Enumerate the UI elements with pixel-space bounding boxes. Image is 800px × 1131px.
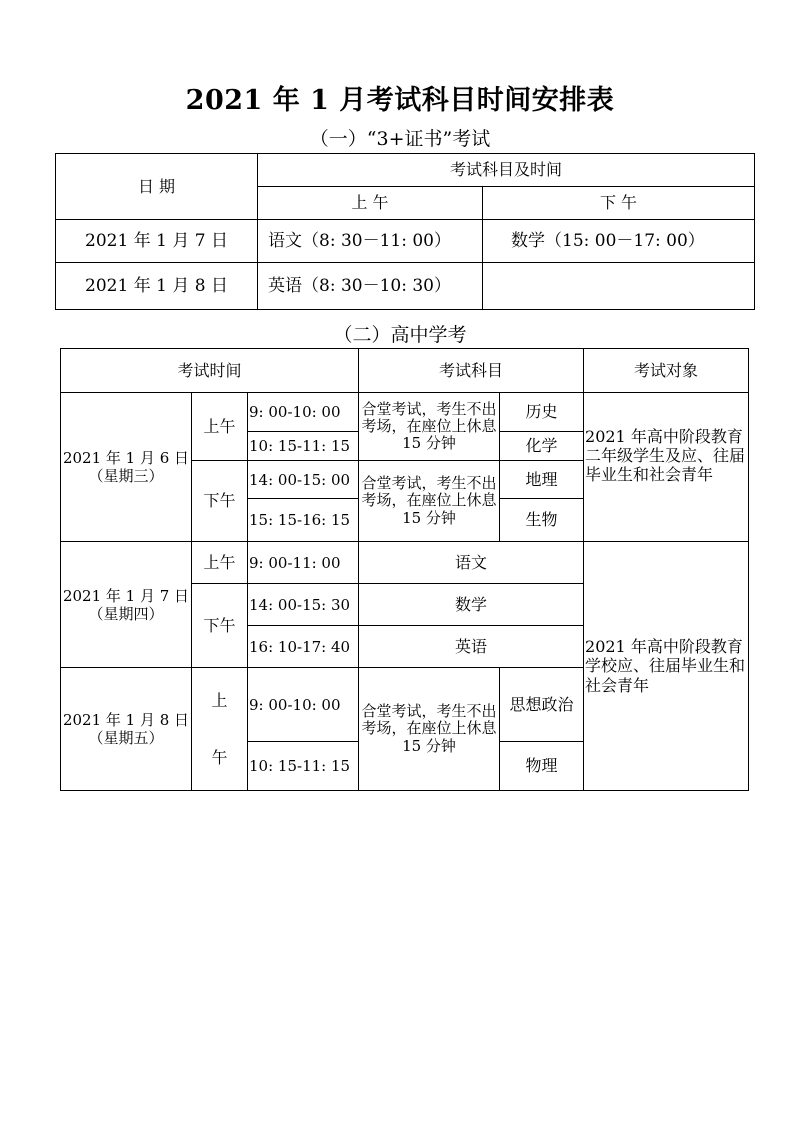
exam-time: 10: 15-11: 15: [248, 742, 359, 791]
break-note: 合堂考试，考生不出考场，在座位上休息 15 分钟: [359, 393, 500, 461]
exam-subject: 生物: [500, 499, 584, 542]
exam-subject: 历史: [500, 393, 584, 432]
am-exam: 语文（8: 30－11: 00）: [258, 220, 483, 263]
pm-exam: 数学（15: 00－17: 00）: [483, 220, 755, 263]
table-row: [56, 263, 755, 310]
exam-subject: 英语: [359, 626, 584, 668]
break-note: 合堂考试，考生不出考场，在座位上休息 15 分钟: [359, 461, 500, 542]
exam-subject: 物理: [500, 742, 584, 791]
table-row: [61, 393, 749, 432]
exam-time: 9: 00-11: 00: [248, 542, 359, 584]
academic-exam-table: [60, 348, 749, 791]
exam-time: 14: 00-15: 30: [248, 584, 359, 626]
day3-date-text: 2021 年 1 月 8 日: [62, 711, 190, 729]
exam-time: 9: 00-10: 00: [248, 668, 359, 742]
day3-am-top: 上: [211, 690, 228, 710]
day3-am-bottom: 午: [211, 748, 228, 767]
am-header: 上 午: [258, 187, 483, 220]
day2-date-text: 2021 年 1 月 7 日: [62, 586, 190, 605]
day1-weekday: （星期三）: [88, 467, 164, 485]
day1-am-label: 上午: [192, 393, 248, 461]
time-header: 考试时间: [61, 349, 359, 393]
exam-time: 9: 00-10: 00: [248, 393, 359, 432]
exam-subject: 数学: [359, 584, 584, 626]
subjects-header: 考试科目及时间: [258, 154, 755, 187]
exam-time: 10: 15-11: 15: [248, 432, 359, 461]
day2-pm-label: 下午: [192, 584, 248, 668]
pm-header: 下 午: [483, 187, 755, 220]
break-note: 合堂考试，考生不出考场，在座位上休息 15 分钟: [359, 668, 500, 791]
exam-subject: 思想政治: [500, 668, 584, 742]
day2-weekday: （星期四）: [88, 604, 164, 623]
day2-date: [61, 542, 192, 668]
day3-weekday: （星期五）: [88, 729, 164, 747]
section1-heading: （一）“3+证书”考试: [309, 128, 491, 150]
page-title: 2021 年 1 月考试科目时间安排表: [185, 85, 615, 116]
audience-2: 2021 年高中阶段教育学校应、往届毕业生和社会青年: [584, 542, 749, 791]
exam-time: 14: 00-15: 00: [248, 461, 359, 499]
exam-time: 16: 10-17: 40: [248, 626, 359, 668]
day3-am-label: [192, 668, 248, 791]
date-header: 日 期: [56, 154, 258, 220]
table-row: [61, 542, 749, 584]
exam-subject: 化学: [500, 432, 584, 461]
table-row: [56, 220, 755, 263]
day3-date: [61, 668, 192, 791]
day1-date: [61, 393, 192, 542]
day1-audience: 2021 年高中阶段教育二年级学生及应、往届毕业生和社会青年: [584, 393, 749, 542]
day2-am-label: 上午: [192, 542, 248, 584]
exam-date: 2021 年 1 月 8 日: [56, 263, 258, 310]
exam-subject: 语文: [359, 542, 584, 584]
section2-heading: （二）高中学考: [333, 324, 467, 346]
exam-date: 2021 年 1 月 7 日: [56, 220, 258, 263]
certificate-exam-table: [55, 153, 755, 310]
exam-subject: 地理: [500, 461, 584, 499]
day1-pm-label: 下午: [192, 461, 248, 542]
subject-header: 考试科目: [359, 349, 584, 393]
exam-time: 15: 15-16: 15: [248, 499, 359, 542]
day1-date-text: 2021 年 1 月 6 日: [62, 449, 190, 467]
audience-header: 考试对象: [584, 349, 749, 393]
pm-exam: [483, 263, 755, 310]
am-exam: 英语（8: 30－10: 30）: [258, 263, 483, 310]
